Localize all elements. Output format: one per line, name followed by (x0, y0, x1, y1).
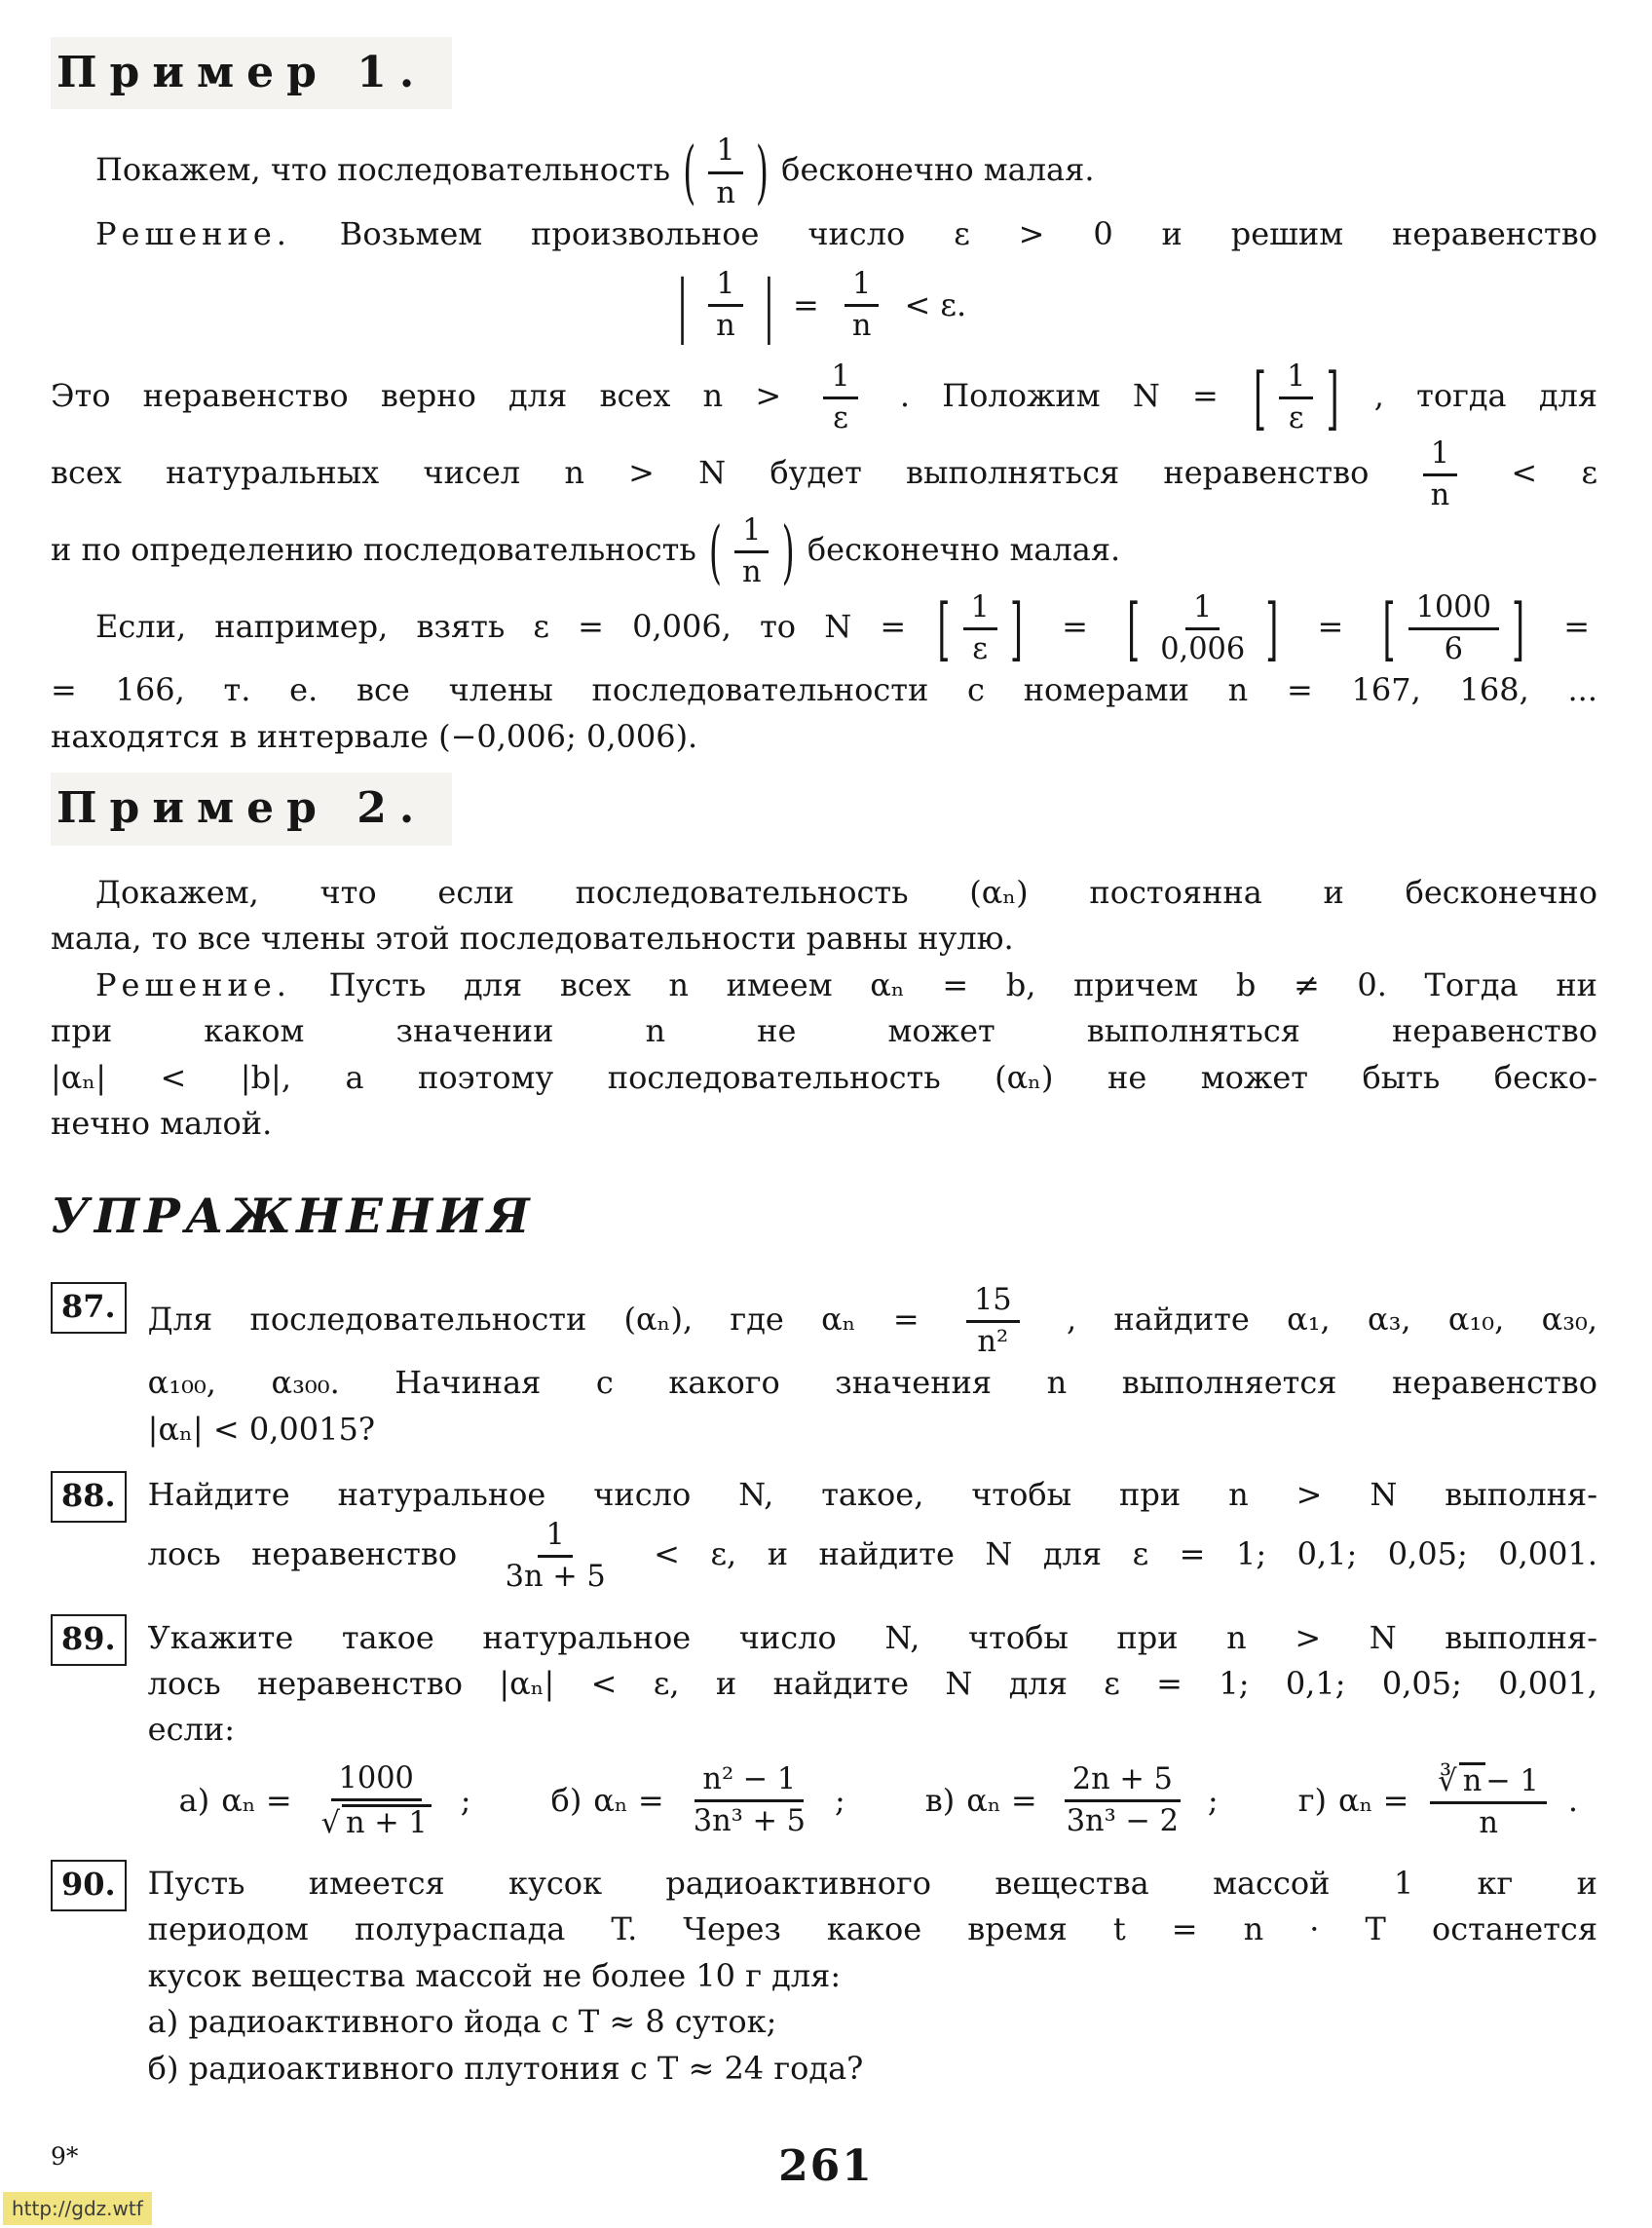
bracket-fraction-group (1124, 588, 1281, 669)
fraction-numerator: 1 (1279, 360, 1313, 399)
problem-90-line3: кусок вещества массой не более 10 г для: (147, 1956, 842, 1994)
problem-88-body (148, 1471, 1597, 1597)
problem-87-line2: α₁₀₀, α₃₀₀. Начиная с какого значения n выполняется неравенство (147, 1364, 1597, 1402)
problem-88 (51, 1471, 1597, 1597)
display-formula (51, 264, 1597, 345)
fraction-15-over-n-squared (966, 1284, 1020, 1359)
bracket-fraction-group (934, 588, 1026, 669)
radical-icon: √ (320, 1805, 341, 1840)
fraction-numerator: 1 (708, 268, 742, 307)
left-bracket-icon: [ (1127, 588, 1141, 669)
paren-fraction-group (706, 511, 798, 592)
printer-signature-mark: 9* (51, 2141, 79, 2171)
fraction-numerator: 1000 (331, 1762, 422, 1801)
problem-87-line1 (148, 1284, 1597, 1359)
fraction-denominator: n (1479, 1805, 1498, 1840)
problem-number: 90. (61, 1865, 116, 1903)
fraction-numerator: 2n + 5 (1065, 1763, 1181, 1802)
fraction-denominator: n (742, 555, 762, 590)
problem-88-line1: Найдите натуральное число N, такое, чтобы при n > N выполня- (147, 1475, 1597, 1513)
problem-87-number-box (51, 1282, 127, 1334)
subitem-g (1298, 1762, 1578, 1840)
abs-bar-right-icon: | (763, 264, 775, 345)
problem-90-line2: периодом полураспада T. Через какое время t = n · T останется (147, 1910, 1597, 1948)
bracket-fraction-group (1380, 588, 1528, 669)
example-2-paragraph2-line3: |αₙ| < |b|, а поэтому последовательность (αₙ) не может быть беско- (51, 1058, 1597, 1096)
fraction-numerator: 1 (734, 514, 769, 553)
left-paren-icon: ( (683, 132, 696, 212)
cube-root-icon: ∛ (1438, 1763, 1457, 1798)
fraction-denominator: n (716, 309, 735, 344)
example-2-paragraph2-line4: нечно малой. (51, 1105, 273, 1142)
equals-sign: = (1563, 608, 1591, 646)
fraction-1-over-0006 (1152, 591, 1253, 666)
bracket-fraction-group (1251, 357, 1342, 437)
formula-abs-inequality (674, 264, 974, 345)
fraction-numerator: 1 (845, 268, 879, 307)
example-1-heading: Пример 1. (51, 37, 452, 109)
fraction-1-over-epsilon (823, 360, 857, 435)
equals-sign: = (1062, 608, 1088, 646)
right-bracket-icon: ] (1511, 588, 1525, 669)
p3-mid-text: . Положим N = (899, 377, 1219, 415)
p3-pre-text: Это неравенство верно для всех n > (51, 377, 782, 415)
problem-89-line2: лось неравенство |αₙ| < ε, и найдите N для ε = 1; 0,1; 0,05; 0,001, (147, 1664, 1597, 1702)
right-bracket-icon: ] (1009, 588, 1023, 669)
p87-pre-text: Для последовательности (αₙ), где αₙ = (147, 1301, 920, 1339)
numerator-rest: − 1 (1485, 1763, 1539, 1798)
problem-89-line1: Укажите такое натуральное число N, чтобы при n > N выполня- (147, 1618, 1597, 1656)
fraction-denominator (314, 1801, 439, 1840)
right-paren-icon: ) (781, 511, 795, 592)
fraction-1-over-n (845, 268, 880, 343)
fraction-denominator: 3n + 5 (505, 1560, 606, 1595)
left-bracket-icon: [ (1254, 357, 1267, 437)
fraction-numerator: n² − 1 (695, 1763, 804, 1802)
fraction-1-over-n (708, 268, 743, 343)
subitem-v (925, 1763, 1219, 1838)
fraction-1-over-3n-plus-5 (498, 1519, 614, 1594)
problem-90-item-a: а) радиоактивного йода с T ≈ 8 суток; (147, 2003, 777, 2041)
example-2-heading: Пример 2. (51, 773, 452, 845)
fraction-numerator: 1000 (1408, 591, 1499, 630)
problem-89-subitems (148, 1755, 1597, 1842)
example-2-paragraph1-line2: мала, то все члены этой последовательности равны нулю. (51, 920, 1014, 958)
fraction-denominator: n (1430, 478, 1450, 513)
alpha-n-equals: αₙ = (1337, 1782, 1409, 1820)
fraction-2n-plus-5-over-3n3-minus-2 (1059, 1763, 1186, 1838)
subitem-label: а) (178, 1782, 210, 1820)
fraction-denominator: 3n³ − 2 (1066, 1804, 1179, 1839)
equals-sign: = (793, 285, 819, 323)
fraction-1000-over-sqrt-n-plus-1 (314, 1762, 439, 1840)
problem-88-line2 (148, 1519, 1597, 1594)
alpha-n-equals: αₙ = (221, 1782, 292, 1820)
p88-post-text: < ε, и найдите N для ε = 1; 0,1; 0,05; 0,001. (654, 1535, 1598, 1573)
example-1-paragraph3-line1 (51, 357, 1598, 437)
problem-87-line3: |αₙ| < 0,0015? (147, 1410, 375, 1448)
radicand: n (1459, 1762, 1486, 1798)
problem-number: 87. (61, 1288, 116, 1326)
example-2-section (51, 773, 1597, 1146)
fraction-denominator: 3n³ + 5 (693, 1804, 806, 1839)
fraction-1-over-epsilon (1279, 360, 1313, 435)
fraction-numerator: 1 (1423, 437, 1457, 476)
problem-89-body (148, 1614, 1597, 1842)
problem-89-number-box (51, 1614, 127, 1666)
separator: ; (834, 1782, 845, 1820)
fraction-1-over-n (1423, 437, 1458, 512)
solution-word: Решение. (95, 965, 291, 1003)
fraction-cbrt-n-minus-1-over-n (1430, 1762, 1546, 1840)
abs-bar-left-icon: | (676, 264, 689, 345)
example-1-paragraph3-line2 (51, 437, 1597, 512)
fraction-denominator: ε (972, 632, 989, 667)
fraction-denominator: n (716, 175, 735, 210)
paren-fraction-group (680, 132, 771, 212)
example-1-paragraph3-line3 (51, 511, 1597, 592)
subitem-label: б) (550, 1782, 582, 1820)
problem-87-body (148, 1282, 1597, 1454)
watermark-url: http://gdz.wtf (3, 2192, 152, 2225)
subitem-a (179, 1762, 471, 1840)
exercises-heading: УПРАЖНЕНИЯ (51, 1188, 535, 1245)
fraction-denominator: ε (833, 401, 848, 436)
fraction-numerator: 1 (708, 134, 742, 173)
fraction-denominator: ε (1288, 401, 1304, 436)
example-2-paragraph2-line1 (51, 963, 1597, 1007)
equals-sign: = (1317, 608, 1344, 646)
problem-87 (51, 1282, 1597, 1454)
example-1-intro-line (51, 132, 1597, 212)
p3-line2-post-text: < ε (1511, 454, 1598, 492)
intro-pre-text: Покажем, что последовательность (95, 151, 671, 189)
problem-number: 88. (61, 1476, 116, 1514)
fraction-1000-over-6 (1408, 591, 1499, 666)
p3-line3-pre-text: и по определению последовательность (51, 531, 696, 569)
solution-rest-text: Возьмем произвольное число ε > 0 и решим неравенство (339, 214, 1598, 252)
problem-90-line1: Пусть имеется кусок радиоактивного вещества массой 1 кг и (147, 1864, 1597, 1902)
problem-89 (51, 1614, 1597, 1842)
fraction-1-over-epsilon (963, 591, 997, 666)
solution-word: Решение. (95, 214, 291, 252)
alpha-n-equals: αₙ = (966, 1782, 1037, 1820)
right-bracket-icon: ] (1265, 588, 1279, 669)
fraction-denominator: 6 (1444, 632, 1463, 667)
example-2-paragraph1-line1: Докажем, что если последовательность (αₙ) постоянна и бесконечно (95, 873, 1597, 911)
fraction-numerator: 1 (823, 360, 857, 399)
subitem-label: в) (924, 1782, 956, 1820)
left-paren-icon: ( (708, 511, 723, 592)
problem-90-item-b: б) радиоактивного плутония с T ≈ 24 года? (147, 2049, 864, 2087)
less-than-epsilon: < ε. (904, 285, 967, 323)
alpha-n-equals: αₙ = (593, 1782, 664, 1820)
example-1-paragraph4-line3: находятся в интервале (−0,006; 0,006). (51, 717, 698, 755)
problem-88-number-box (51, 1471, 127, 1523)
problem-90-body (148, 1860, 1597, 2093)
problem-89-line3: если: (147, 1711, 235, 1749)
fraction-numerator: 1 (1185, 591, 1220, 630)
right-bracket-icon: ] (1326, 357, 1339, 437)
p4-pre-text: Если, например, взять ε = 0,006, то N = (95, 608, 907, 646)
fraction-denominator: n (851, 309, 872, 344)
fraction-1-over-n (708, 134, 743, 209)
p87-post-text: , найдите α₁, α₃, α₁₀, α₃₀, (1066, 1301, 1598, 1339)
page-number: 261 (778, 2140, 874, 2191)
fraction-numerator: 1 (538, 1519, 572, 1558)
left-bracket-icon: [ (1382, 588, 1396, 669)
fraction-numerator: 15 (966, 1284, 1020, 1323)
intro-post-text: бесконечно малая. (781, 151, 1095, 189)
subitem-label: г) (1297, 1782, 1327, 1820)
separator: ; (460, 1782, 471, 1820)
p2-line1-rest-text: Пусть для всех n имеем αₙ = b, причем b ≠ 0. Тогда ни (328, 965, 1598, 1003)
problem-90 (51, 1860, 1597, 2093)
p88-pre-text: лось неравенство (147, 1535, 458, 1573)
example-1-solution-line (51, 212, 1597, 256)
p3-line3-post-text: бесконечно малая. (807, 531, 1121, 569)
separator: ; (1207, 1782, 1219, 1820)
right-paren-icon: ) (755, 132, 769, 212)
fraction-denominator: 0,006 (1160, 632, 1246, 667)
p3-post-text: , тогда для (1373, 377, 1598, 415)
example-1-paragraph4-line1 (51, 588, 1597, 669)
fraction-numerator (1430, 1762, 1546, 1804)
example-1-section (51, 37, 1597, 759)
fraction-numerator: 1 (963, 591, 997, 630)
fraction-n2-minus-1-over-3n3-plus-5 (686, 1763, 813, 1838)
problem-number: 89. (61, 1619, 116, 1657)
p3-line2-pre-text: всех натуральных чисел n > N будет выполняться неравенство (51, 454, 1370, 492)
fraction-denominator: n² (977, 1325, 1009, 1360)
subitem-b (551, 1763, 845, 1838)
example-1-paragraph4-line2: = 166, т. е. все члены последовательности с номерами n = 167, 168, ... (51, 671, 1597, 709)
example-2-paragraph2-line2: при каком значении n не может выполняться неравенство (51, 1012, 1597, 1050)
exercises-section (51, 1183, 1597, 2093)
fraction-1-over-n (734, 514, 770, 589)
problem-90-number-box (51, 1860, 127, 1911)
left-bracket-icon: [ (937, 588, 951, 669)
radicand: n + 1 (342, 1804, 432, 1840)
separator: . (1567, 1782, 1578, 1820)
